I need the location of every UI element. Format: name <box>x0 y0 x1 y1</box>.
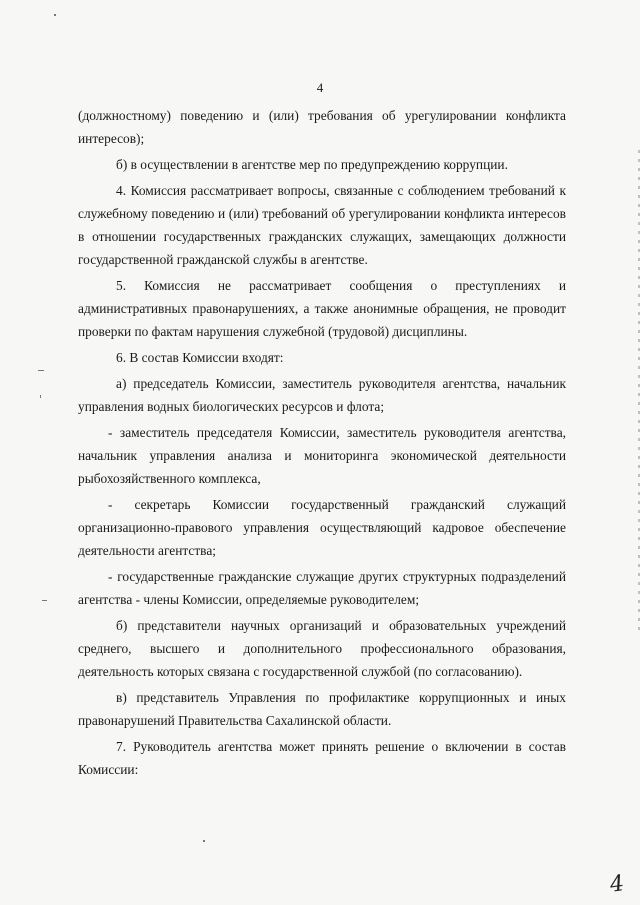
paragraph-3b: б) в осуществлении в агентстве мер по предупреждению коррупции. <box>116 157 508 172</box>
paragraph-6a-deputy: - заместитель председателя Комиссии, заместитель руководителя агентства, начальник управления анализа и мониторинга экономической деятельности рыбохозяйственного комплекса, <box>78 425 566 486</box>
paragraph-7: 7. Руководитель агентства может принять решение о включении в состав Комиссии: <box>78 739 566 777</box>
page-number: 4 <box>316 80 324 95</box>
document-body <box>78 104 566 784</box>
paragraph-6v: в) представитель Управления по профилактике коррупционных и иных правонарушений Правительства Сахалинской области. <box>78 690 566 728</box>
paragraph-4: 4. Комиссия рассматривает вопросы, связанные с соблюдением требований к служебному поведению и (или) требований об урегулировании конфликта интересов в отношении государственных гражданских служащих, замещающих должности государственной гражданской службы в агентстве. <box>78 183 566 267</box>
scan-speck <box>38 370 44 371</box>
paragraph-5: 5. Комиссия не рассматривает сообщения о преступлениях и административных правонарушениях, а также анонимные обращения, не проводит проверки по фактам нарушения служебной (трудовой) дисциплины. <box>78 278 566 339</box>
scan-speck <box>40 395 41 398</box>
paragraph-6: 6. В состав Комиссии входят: <box>116 350 284 365</box>
paragraph-6b: б) представители научных организаций и образовательных учреждений среднего, высшего и дополнительного профессионального образования, деятельность которых связана с государственной службой (по согласованию). <box>78 618 566 679</box>
handwritten-page-mark: 4 <box>608 871 626 898</box>
paragraph-6a-secretary: - секретарь Комиссии государственный гражданский служащий организационно-правового управления осуществляющий кадровое обеспечение деятельности агентства; <box>78 497 566 558</box>
scan-speck <box>54 14 56 16</box>
scan-speck <box>42 600 47 601</box>
paragraph-continuation: (должностному) поведению и (или) требования об урегулировании конфликта интересов); <box>78 108 566 146</box>
paragraph-6a: а) председатель Комиссии, заместитель руководителя агентства, начальник управления водных биологических ресурсов и флота; <box>78 376 566 414</box>
paragraph-6a-members: - государственные гражданские служащие других структурных подразделений агентства - члены Комиссии, определяемые руководителем; <box>78 569 566 607</box>
scan-speck <box>203 840 205 842</box>
